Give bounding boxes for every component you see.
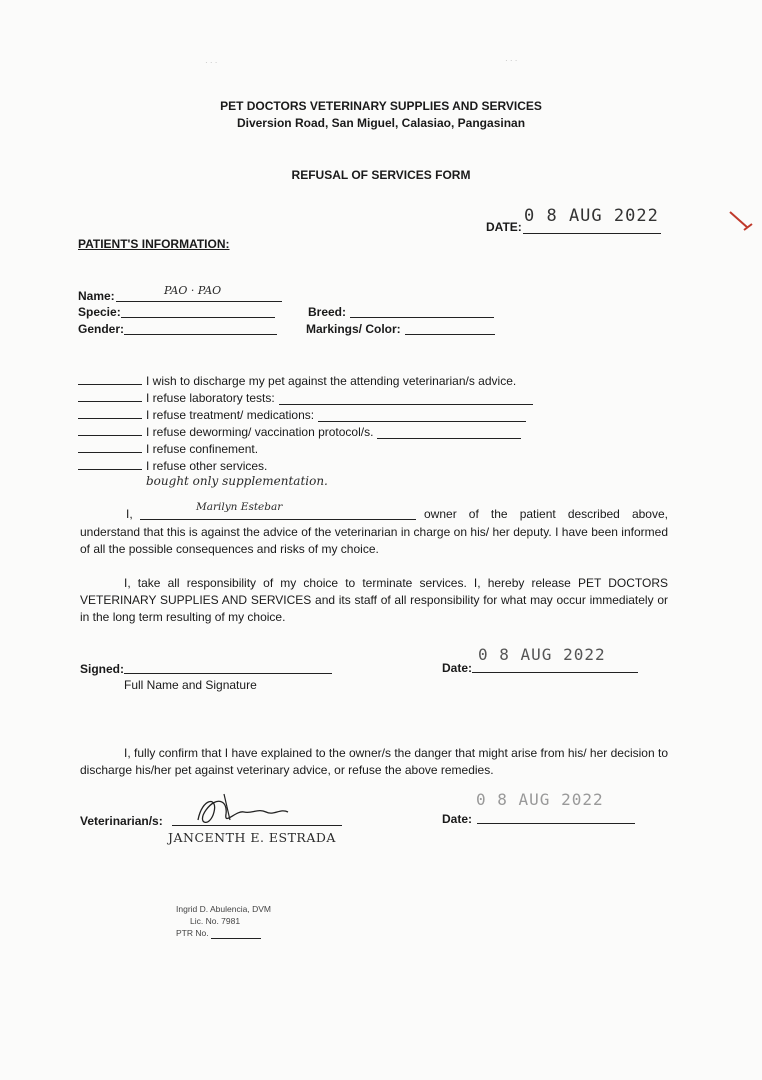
date-label: DATE:	[486, 220, 522, 234]
patient-section-title: PATIENT'S INFORMATION:	[78, 237, 230, 251]
other-services-note: bought only supplementation.	[146, 474, 328, 488]
option-label: I refuse laboratory tests:	[146, 391, 275, 405]
date-stamp: 0 8 AUG 2022	[524, 206, 659, 226]
option-label: I refuse confinement.	[146, 442, 259, 456]
treatment-field[interactable]	[318, 410, 526, 422]
name-label: Name:	[78, 289, 115, 303]
gender-field[interactable]	[124, 321, 277, 335]
veterinarian-signature-name: JANCENTH E. ESTRADA	[168, 830, 336, 845]
lab-tests-field[interactable]	[279, 393, 533, 405]
vet-stamp	[176, 903, 271, 939]
form-title: REFUSAL OF SERVICES FORM	[291, 168, 471, 182]
deworming-field[interactable]	[377, 427, 521, 439]
vet-date-line[interactable]	[477, 810, 635, 824]
company-address: Diversion Road, San Miguel, Calasiao, Pangasinan	[236, 116, 526, 130]
specie-label: Specie:	[78, 305, 121, 319]
statement1-text: understand that this is against the advice of the veterinarian in charge on his/ her deputy. I have been informed of all the possible consequences and risks of my choice.	[80, 525, 668, 556]
statement3-text: I, fully confirm that I have explained to the owner/s the danger that might arise from his/ her decision to discharge his/her pet against veterinary advice, or refuse the above remedies.	[80, 746, 668, 777]
statement1-prefix: I,	[126, 507, 133, 521]
option-lab-tests[interactable]	[78, 390, 533, 405]
owner-name-value: Marilyn Estebar	[196, 501, 283, 513]
breed-label: Breed:	[308, 305, 347, 319]
option-label: I wish to discharge my pet against the attending veterinarian/s advice.	[146, 374, 517, 388]
company-name: PET DOCTORS VETERINARY SUPPLIES AND SERVICES	[220, 99, 542, 113]
option-discharge[interactable]	[78, 373, 516, 388]
signed-label: Signed:	[80, 662, 124, 676]
bleed-mark: · · ·	[205, 58, 218, 67]
vet-stamp-ptr-label: PTR No.	[176, 928, 209, 938]
statement1-first-line: owner of the patient described above,	[424, 507, 668, 521]
signed-date-label: Date:	[442, 661, 473, 675]
breed-field[interactable]	[350, 304, 494, 318]
name-value: PAO · PAO	[164, 284, 222, 297]
option-other-services[interactable]	[78, 458, 267, 473]
option-confinement[interactable]	[78, 441, 258, 456]
option-treatment[interactable]	[78, 407, 526, 422]
signed-date-stamp: 0 8 AUG 2022	[478, 645, 606, 664]
bleed-mark: · · ·	[505, 56, 518, 65]
gender-label: Gender:	[78, 322, 125, 336]
option-deworming[interactable]	[78, 424, 521, 439]
statement2-text: I, take all responsibility of my choice to terminate services. I, hereby release PET DOCTORS VETERINARY SUPPLIES AND SERVICES and its staff of all responsibility for what may occur immediately or in the long term resulting of my choice.	[80, 576, 668, 624]
red-pen-mark	[728, 210, 754, 234]
vet-stamp-name: Ingrid D. Abulencia, DVM	[176, 904, 271, 914]
signature-line[interactable]	[124, 660, 332, 674]
markings-label: Markings/ Color:	[306, 322, 401, 336]
veterinarian-label: Veterinarian/s:	[80, 814, 163, 828]
ptr-line	[211, 930, 261, 939]
markings-field[interactable]	[405, 321, 495, 335]
option-label: I refuse deworming/ vaccination protocol/s.	[146, 425, 374, 439]
specie-field[interactable]	[121, 304, 275, 318]
vet-date-label: Date:	[442, 812, 473, 826]
option-label: I refuse other services.	[146, 459, 268, 473]
vet-stamp-ptr	[176, 927, 271, 939]
option-label: I refuse treatment/ medications:	[146, 408, 315, 422]
vet-date-stamp: 0 8 AUG 2022	[476, 790, 604, 809]
signature-caption: Full Name and Signature	[124, 678, 257, 692]
vet-stamp-license: Lic. No. 7981	[190, 916, 241, 926]
